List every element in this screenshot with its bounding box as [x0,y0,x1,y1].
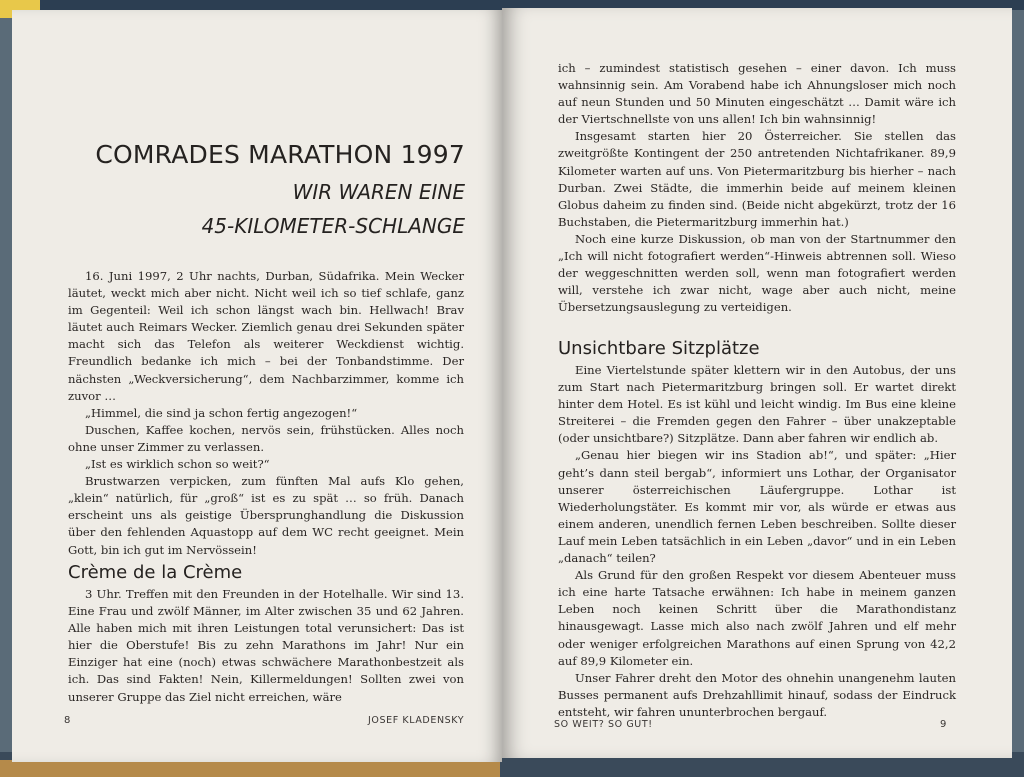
chapter-subtitle-line-1: WIR WAREN EINE [292,180,465,204]
running-head-author: JOSEF KLADENSKY [368,715,465,726]
paragraph: Unser Fahrer dreht den Motor des ohnehin unangenehm lauten Busses permanent aufs Drehzahllimit hinauf, sodass der Eindruck entsteht, wir fahren ununterbrochen bergauf. [558,670,956,719]
paragraph: „Himmel, die sind ja schon fertig angezogen!“ [85,405,358,420]
paragraph: Eine Viertelstunde später klettern wir in den Autobus, der uns zum Start nach Pietermaritzburg bringen soll. Er wartet direkt hinter dem Hotel. Es ist kühl und leicht windig. Im Bus eine kleine Streiterei – die Fremden gegen den Fahrer – über unakzeptable (oder unsichtbare?) Sitzplätze. Dann aber fahren wir endlich ab. [558,363,956,446]
right-section-text [558,362,956,721]
table-surface [0,760,500,777]
paragraph: Insgesamt starten hier 20 Österreicher. Sie stellen das zweitgrößte Kontingent der 250 antretenden Nichtafrikaner. 89,9 Kilometer warten auf uns. Von Pietermaritzburg bis hierher – nach Durban. Zwei Städte, die immerhin beide auf meinem kleinen Globus daheim zu finden sind. (Beide nicht abgekürzt, trotz der 16 Buchstaben, die Pietermaritzburg immerhin hat.) [558,129,956,229]
paragraph: 3 Uhr. Treffen mit den Freunden in der Hotelhalle. Wir sind 13. Eine Frau und zwölf Männer, im Alter zwischen 35 und 62 Jahren. Alle haben mich mit ihren Leistungen total verunsichert: Das ist hier die Oberstufe! Bis zu zehn Marathons im Jahr! Nur ein Einziger hat eine (noch) etwas schwächere Marathonbestzeit als ich. Das sind Fakten! Nein, Killermeldungen! Sollten zwei von unserer Gruppe das Ziel nicht erreichen, wäre [68,587,464,704]
left-page [12,10,502,762]
page-number-right: 9 [940,719,947,730]
chapter-title: COMRADES MARATHON 1997 [95,140,465,169]
paragraph: 16. Juni 1997, 2 Uhr nachts, Durban, Südafrika. Mein Wecker läutet, weckt mich aber nicht. Nicht weil ich so tief schlafe, ganz im Gegenteil: Weil ich schon längst wach bin. Hellwach! Brav läutet auch Reimars Wecker. Ziemlich genau drei Sekunden später macht sich das Telefon als weiterer Weckdienst wichtig. Freundlich bedanke ich mich – bei der Tonbandstimme. Der nächsten „Weckversicherung“, dem Nachbarzimmer, komme ich zuvor … [68,269,464,403]
section-heading-sitzplaetze: Unsichtbare Sitzplätze [558,338,760,359]
section-heading-creme: Crème de la Crème [68,562,243,583]
paragraph: ich – zumindest statistisch gesehen – einer davon. Ich muss wahnsinnig sein. Am Vorabend habe ich Ahnungsloser mich noch auf neun Stunden und 50 Minuten eingeschätzt … Damit wäre ich der Viertschnellste von uns allen! Ich bin wahnsinnig! [558,61,956,127]
left-body-text [68,268,464,559]
paragraph: Duschen, Kaffee kochen, nervös sein, frühstücken. Alles noch ohne unser Zimmer zu verlassen. [68,422,464,454]
right-body-text [558,60,956,316]
page-number-left: 8 [64,715,71,726]
paragraph: „Genau hier biegen wir ins Stadion ab!“, und später: „Hier geht’s dann steil bergab“, informiert uns Lothar, der Organisator unserer österreichischen Läufergruppe. Lothar ist Wiederholungstäter. Es kommt mir vor, als würde er etwas aus einem anderen, unendlich fernen Leben beschreiben. Sollte dieser Lauf mein Leben tatsächlich in ein Leben „davor“ und in ein Leben „danach“ teilen? [558,448,956,566]
paragraph: Als Grund für den großen Respekt vor diesem Abenteuer muss ich eine harte Tatsache erwähnen: Ich habe in meinem ganzen Leben noch keinen Schritt über die Marathondistanz hinausgewagt. Lasse mich also nach zwölf Jahren und elf mehr oder weniger erfolgreichen Marathons auf einen Sprung von 42,2 auf 89,9 Kilometer ein. [558,568,956,668]
paragraph: Noch eine kurze Diskussion, ob man von der Startnummer den „Ich will nicht fotografiert werden“-Hinweis abtrennen soll. Wieso der weggeschnitten werden soll, wenn man fotografiert werden will, verstehe ich zwar nicht, wage aber auch nicht, meine Übersetzungsauslegung zu verteidigen. [558,231,956,315]
chapter-subtitle-line-2: 45-KILOMETER-SCHLANGE [201,214,465,238]
paragraph: Brustwarzen verpicken, zum fünften Mal aufs Klo gehen, „klein“ natürlich, für „groß“ ist es zu spät … so früh. Danach erscheint uns als geistige Übersprunghandlung die Diskussion über den fehlenden Aquastopp auf dem WC recht geeignet. Mein Gott, bin ich gut im Nervössein! [68,474,464,557]
left-section-text [68,586,464,706]
paragraph: „Ist es wirklich schon so weit?“ [85,457,270,472]
right-page [502,8,1012,758]
running-head-title: SO WEIT? SO GUT! [554,719,653,730]
